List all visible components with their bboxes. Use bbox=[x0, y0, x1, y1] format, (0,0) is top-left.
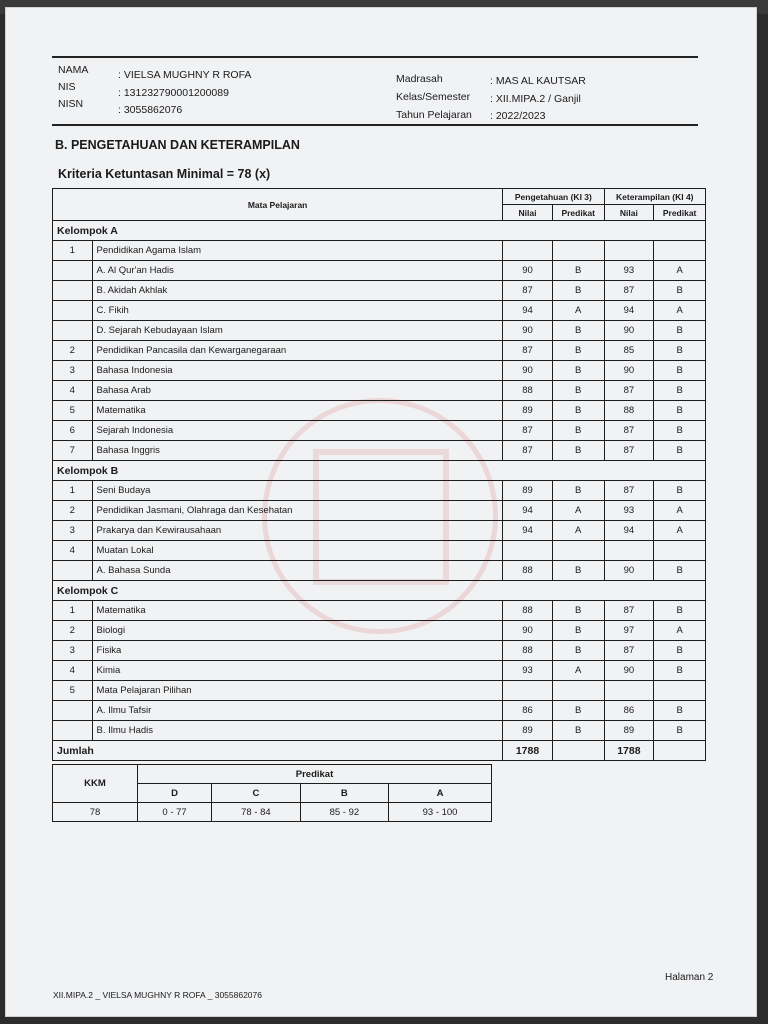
pengetahuan-nilai: 94 bbox=[503, 521, 553, 541]
keterampilan-predikat: B bbox=[654, 561, 706, 581]
pengetahuan-nilai: 89 bbox=[503, 721, 553, 741]
subject-name: Pendidikan Pancasila dan Kewarganegaraan bbox=[92, 341, 503, 361]
nis-label: NIS bbox=[58, 81, 76, 93]
keterampilan-nilai: 97 bbox=[604, 621, 654, 641]
pengetahuan-nilai: 87 bbox=[503, 421, 553, 441]
predikat-header: Predikat bbox=[552, 205, 604, 221]
table-row bbox=[53, 381, 706, 401]
grade-d-range: 0 - 77 bbox=[138, 803, 212, 822]
pengetahuan-predikat bbox=[552, 681, 604, 701]
tahun-value: : 2022/2023 bbox=[490, 110, 546, 122]
pengetahuan-predikat bbox=[552, 541, 604, 561]
nilai-header: Nilai bbox=[604, 205, 654, 221]
subject-number bbox=[53, 701, 93, 721]
keterampilan-nilai: 88 bbox=[604, 401, 654, 421]
subject-name: Bahasa Arab bbox=[92, 381, 503, 401]
subject-number bbox=[53, 721, 93, 741]
pengetahuan-nilai: 86 bbox=[503, 701, 553, 721]
subject-name: A. Ilmu Tafsir bbox=[92, 701, 503, 721]
jumlah-empty bbox=[552, 741, 604, 761]
grade-a-range: 93 - 100 bbox=[389, 803, 492, 822]
pengetahuan-nilai: 90 bbox=[503, 361, 553, 381]
pengetahuan-predikat: B bbox=[552, 321, 604, 341]
pengetahuan-nilai: 87 bbox=[503, 281, 553, 301]
pengetahuan-nilai: 88 bbox=[503, 381, 553, 401]
nama-label: NAMA bbox=[58, 64, 89, 76]
keterampilan-nilai: 90 bbox=[604, 561, 654, 581]
pengetahuan-predikat: B bbox=[552, 381, 604, 401]
keterampilan-nilai: 90 bbox=[604, 361, 654, 381]
pengetahuan-nilai: 90 bbox=[503, 261, 553, 281]
subject-number: 1 bbox=[53, 481, 93, 501]
grade-a-header: A bbox=[389, 784, 492, 803]
pengetahuan-predikat: B bbox=[552, 601, 604, 621]
keterampilan-header: Keterampilan (KI 4) bbox=[604, 189, 705, 205]
pengetahuan-nilai: 88 bbox=[503, 641, 553, 661]
subject-number: 2 bbox=[53, 621, 93, 641]
subject-number: 7 bbox=[53, 441, 93, 461]
subject-name: Sejarah Indonesia bbox=[92, 421, 503, 441]
subject-number: 1 bbox=[53, 601, 93, 621]
jumlah-keterampilan: 1788 bbox=[604, 741, 654, 761]
pengetahuan-predikat: B bbox=[552, 701, 604, 721]
table-row bbox=[53, 721, 706, 741]
pengetahuan-nilai bbox=[503, 241, 553, 261]
jumlah-empty bbox=[654, 741, 706, 761]
subject-number: 5 bbox=[53, 681, 93, 701]
table-row bbox=[53, 621, 706, 641]
header-top-rule bbox=[52, 56, 698, 58]
footer-student-id: XII.MIPA.2 _ VIELSA MUGHNY R ROFA _ 3055862076 bbox=[53, 990, 262, 1000]
subject-name: Prakarya dan Kewirausahaan bbox=[92, 521, 503, 541]
keterampilan-nilai: 87 bbox=[604, 421, 654, 441]
pengetahuan-predikat: A bbox=[552, 301, 604, 321]
grade-b-header: B bbox=[300, 784, 388, 803]
subject-name: A. Bahasa Sunda bbox=[92, 561, 503, 581]
subject-name: D. Sejarah Kebudayaan Islam bbox=[92, 321, 503, 341]
table-row bbox=[53, 681, 706, 701]
subject-number bbox=[53, 261, 93, 281]
keterampilan-predikat: B bbox=[654, 381, 706, 401]
subject-name: Fisika bbox=[92, 641, 503, 661]
subject-number: 4 bbox=[53, 661, 93, 681]
pengetahuan-predikat: B bbox=[552, 441, 604, 461]
nilai-header: Nilai bbox=[503, 205, 553, 221]
table-row bbox=[53, 541, 706, 561]
keterampilan-predikat: A bbox=[654, 501, 706, 521]
keterampilan-nilai bbox=[604, 681, 654, 701]
keterampilan-predikat: B bbox=[654, 441, 706, 461]
keterampilan-nilai: 93 bbox=[604, 261, 654, 281]
keterampilan-nilai: 87 bbox=[604, 441, 654, 461]
keterampilan-nilai: 87 bbox=[604, 281, 654, 301]
pengetahuan-predikat: B bbox=[552, 481, 604, 501]
subject-number: 3 bbox=[53, 361, 93, 381]
keterampilan-predikat: B bbox=[654, 721, 706, 741]
madrasah-value: : MAS AL KAUTSAR bbox=[490, 75, 586, 87]
kelompok-a-label: Kelompok A bbox=[53, 221, 706, 241]
subject-name: Matematika bbox=[92, 401, 503, 421]
pengetahuan-nilai: 89 bbox=[503, 401, 553, 421]
pengetahuan-nilai: 94 bbox=[503, 301, 553, 321]
table-row bbox=[53, 401, 706, 421]
pengetahuan-nilai: 88 bbox=[503, 561, 553, 581]
pengetahuan-nilai: 93 bbox=[503, 661, 553, 681]
keterampilan-predikat: B bbox=[654, 601, 706, 621]
pengetahuan-header: Pengetahuan (KI 3) bbox=[503, 189, 604, 205]
pengetahuan-nilai: 90 bbox=[503, 321, 553, 341]
pengetahuan-nilai: 89 bbox=[503, 481, 553, 501]
table-row bbox=[53, 261, 706, 281]
subject-name: Pendidikan Agama Islam bbox=[92, 241, 503, 261]
table-row bbox=[53, 421, 706, 441]
keterampilan-predikat: B bbox=[654, 421, 706, 441]
table-row bbox=[53, 281, 706, 301]
pengetahuan-nilai: 87 bbox=[503, 341, 553, 361]
keterampilan-predikat: B bbox=[654, 661, 706, 681]
keterampilan-nilai: 94 bbox=[604, 301, 654, 321]
pengetahuan-predikat: B bbox=[552, 621, 604, 641]
subject-name: Biologi bbox=[92, 621, 503, 641]
pengetahuan-predikat: B bbox=[552, 421, 604, 441]
keterampilan-predikat: A bbox=[654, 261, 706, 281]
table-row bbox=[53, 661, 706, 681]
nis-value: : 131232790001200089 bbox=[118, 87, 229, 99]
page-number: Halaman 2 bbox=[665, 972, 714, 983]
keterampilan-predikat: B bbox=[654, 281, 706, 301]
nama-value: : VIELSA MUGHNY R ROFA bbox=[118, 69, 252, 81]
grades-table bbox=[52, 188, 706, 761]
nisn-label: NISN bbox=[58, 98, 84, 110]
grade-b-range: 85 - 92 bbox=[300, 803, 388, 822]
subject-name: Matematika bbox=[92, 601, 503, 621]
keterampilan-predikat: B bbox=[654, 321, 706, 341]
subject-number: 2 bbox=[53, 501, 93, 521]
keterampilan-predikat: B bbox=[654, 641, 706, 661]
subject-name: B. Ilmu Hadis bbox=[92, 721, 503, 741]
keterampilan-nilai: 87 bbox=[604, 601, 654, 621]
subject-name: Seni Budaya bbox=[92, 481, 503, 501]
kkm-value: 78 bbox=[53, 803, 138, 822]
keterampilan-predikat: B bbox=[654, 361, 706, 381]
jumlah-label: Jumlah bbox=[53, 741, 503, 761]
pengetahuan-predikat: B bbox=[552, 281, 604, 301]
subject-number bbox=[53, 301, 93, 321]
pengetahuan-predikat: A bbox=[552, 501, 604, 521]
table-row bbox=[53, 341, 706, 361]
subject-name: Muatan Lokal bbox=[92, 541, 503, 561]
mata-pelajaran-header: Mata Pelajaran bbox=[53, 189, 503, 221]
predikat-header: Predikat bbox=[138, 765, 492, 784]
grade-c-header: C bbox=[212, 784, 300, 803]
keterampilan-nilai: 89 bbox=[604, 721, 654, 741]
pengetahuan-predikat: B bbox=[552, 561, 604, 581]
kelompok-b-label: Kelompok B bbox=[53, 461, 706, 481]
pengetahuan-nilai: 90 bbox=[503, 621, 553, 641]
keterampilan-nilai bbox=[604, 541, 654, 561]
pengetahuan-predikat: B bbox=[552, 261, 604, 281]
kelas-label: Kelas/Semester bbox=[396, 91, 471, 103]
subject-number: 5 bbox=[53, 401, 93, 421]
subject-name: Kimia bbox=[92, 661, 503, 681]
keterampilan-predikat: A bbox=[654, 301, 706, 321]
jumlah-pengetahuan: 1788 bbox=[503, 741, 553, 761]
keterampilan-nilai: 94 bbox=[604, 521, 654, 541]
pengetahuan-nilai: 94 bbox=[503, 501, 553, 521]
keterampilan-predikat: B bbox=[654, 701, 706, 721]
table-row bbox=[53, 561, 706, 581]
table-row bbox=[53, 441, 706, 461]
pengetahuan-predikat: A bbox=[552, 661, 604, 681]
table-row bbox=[53, 701, 706, 721]
keterampilan-predikat: A bbox=[654, 521, 706, 541]
keterampilan-predikat: A bbox=[654, 621, 706, 641]
subject-name: Pendidikan Jasmani, Olahraga dan Kesehatan bbox=[92, 501, 503, 521]
table-row bbox=[53, 601, 706, 621]
pengetahuan-predikat: B bbox=[552, 341, 604, 361]
subject-name: Mata Pelajaran Pilihan bbox=[92, 681, 503, 701]
table-row bbox=[53, 361, 706, 381]
subject-number: 4 bbox=[53, 541, 93, 561]
subject-number bbox=[53, 321, 93, 341]
tahun-label: Tahun Pelajaran bbox=[396, 109, 472, 121]
keterampilan-nilai: 87 bbox=[604, 381, 654, 401]
keterampilan-nilai: 90 bbox=[604, 661, 654, 681]
kelas-value: : XII.MIPA.2 / Ganjil bbox=[490, 93, 581, 105]
jumlah-row bbox=[53, 741, 706, 761]
pengetahuan-predikat: B bbox=[552, 361, 604, 381]
table-row bbox=[53, 501, 706, 521]
keterampilan-predikat: B bbox=[654, 341, 706, 361]
header-bottom-rule bbox=[52, 124, 698, 126]
keterampilan-nilai: 87 bbox=[604, 481, 654, 501]
madrasah-label: Madrasah bbox=[396, 73, 443, 85]
keterampilan-nilai: 86 bbox=[604, 701, 654, 721]
table-row bbox=[53, 241, 706, 261]
kkm-header: KKM bbox=[53, 765, 138, 803]
kkm-title: Kriteria Ketuntasan Minimal = 78 (x) bbox=[58, 167, 271, 181]
subject-number: 1 bbox=[53, 241, 93, 261]
subject-number: 4 bbox=[53, 381, 93, 401]
subject-name: Bahasa Inggris bbox=[92, 441, 503, 461]
pengetahuan-nilai bbox=[503, 681, 553, 701]
keterampilan-predikat bbox=[654, 541, 706, 561]
keterampilan-predikat: B bbox=[654, 401, 706, 421]
subject-number: 3 bbox=[53, 521, 93, 541]
keterampilan-predikat bbox=[654, 241, 706, 261]
predikat-header: Predikat bbox=[654, 205, 706, 221]
nisn-value: : 3055862076 bbox=[118, 104, 183, 116]
pengetahuan-nilai: 88 bbox=[503, 601, 553, 621]
subject-number: 3 bbox=[53, 641, 93, 661]
subject-name: B. Akidah Akhlak bbox=[92, 281, 503, 301]
subject-number bbox=[53, 281, 93, 301]
grade-d-header: D bbox=[138, 784, 212, 803]
table-row bbox=[53, 321, 706, 341]
subject-name: Bahasa Indonesia bbox=[92, 361, 503, 381]
subject-name: A. Al Qur'an Hadis bbox=[92, 261, 503, 281]
pengetahuan-predikat: B bbox=[552, 401, 604, 421]
table-row bbox=[53, 641, 706, 661]
pengetahuan-nilai: 87 bbox=[503, 441, 553, 461]
subject-number: 2 bbox=[53, 341, 93, 361]
pengetahuan-predikat: B bbox=[552, 641, 604, 661]
keterampilan-nilai: 85 bbox=[604, 341, 654, 361]
kelompok-c-label: Kelompok C bbox=[53, 581, 706, 601]
grade-c-range: 78 - 84 bbox=[212, 803, 300, 822]
keterampilan-nilai: 90 bbox=[604, 321, 654, 341]
pengetahuan-predikat: A bbox=[552, 521, 604, 541]
keterampilan-predikat: B bbox=[654, 481, 706, 501]
keterampilan-nilai bbox=[604, 241, 654, 261]
subject-name: C. Fikih bbox=[92, 301, 503, 321]
table-row bbox=[53, 301, 706, 321]
keterampilan-nilai: 93 bbox=[604, 501, 654, 521]
subject-number bbox=[53, 561, 93, 581]
pengetahuan-nilai bbox=[503, 541, 553, 561]
predikat-legend-table bbox=[52, 764, 492, 822]
pengetahuan-predikat bbox=[552, 241, 604, 261]
keterampilan-nilai: 87 bbox=[604, 641, 654, 661]
subject-number: 6 bbox=[53, 421, 93, 441]
section-title: B. PENGETAHUAN DAN KETERAMPILAN bbox=[55, 138, 300, 152]
pengetahuan-predikat: B bbox=[552, 721, 604, 741]
table-row bbox=[53, 521, 706, 541]
table-row bbox=[53, 481, 706, 501]
keterampilan-predikat bbox=[654, 681, 706, 701]
